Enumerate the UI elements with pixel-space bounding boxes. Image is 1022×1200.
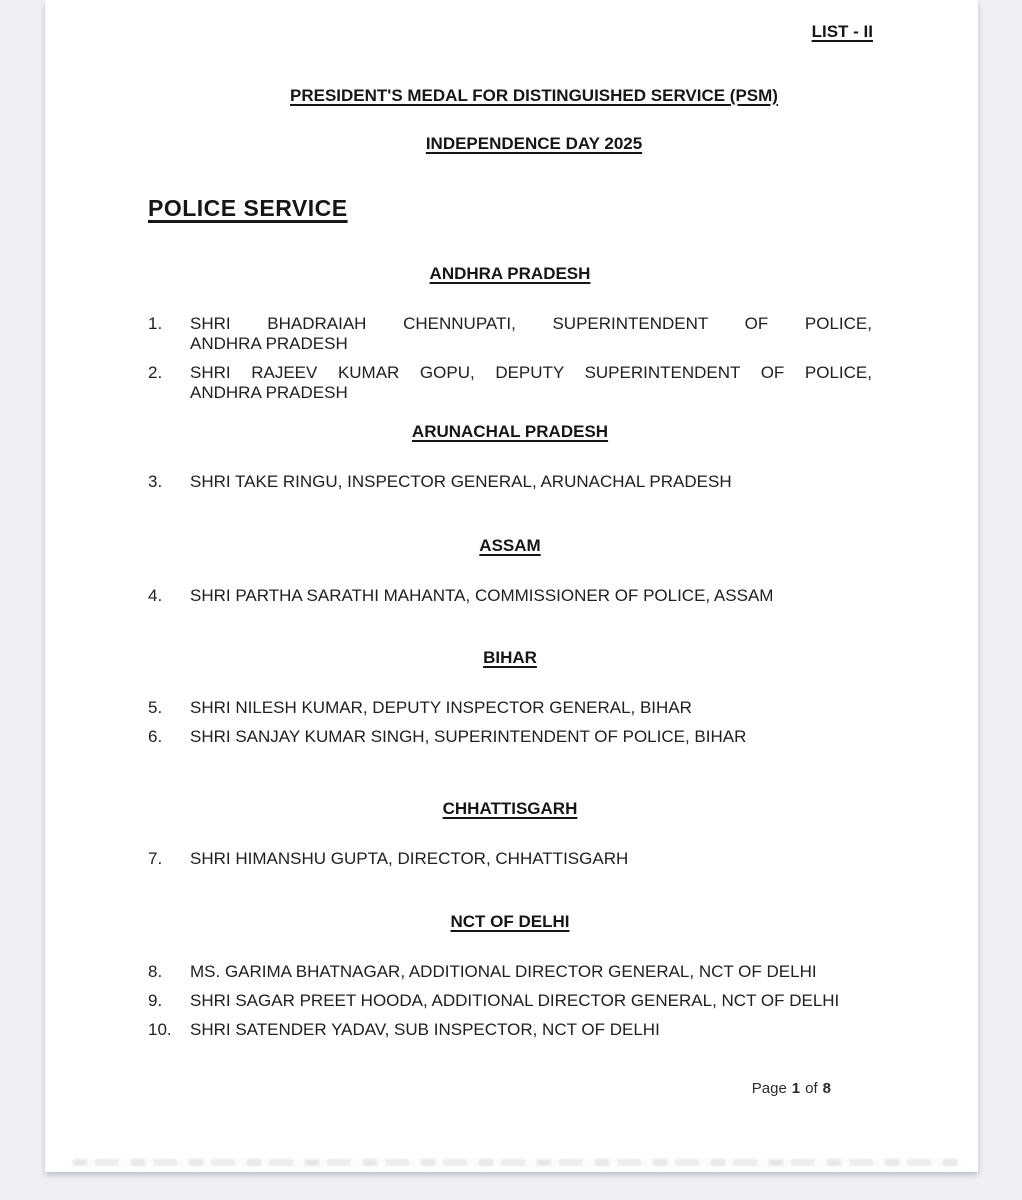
list-item: [148, 314, 872, 354]
list-item-text: [190, 314, 872, 354]
state-section-chhattisgarh: [148, 799, 872, 878]
list-item-text: [190, 698, 872, 718]
list-item-line: SHRI TAKE RINGU, INSPECTOR GENERAL, ARUNACHAL PRADESH: [190, 472, 732, 491]
list-item-line: SHRI RAJEEV KUMAR GOPU, DEPUTY SUPERINTENDENT OF POLICE,: [190, 363, 872, 382]
category-heading-police-service: POLICE SERVICE: [148, 195, 348, 221]
list-item-line: SHRI SANJAY KUMAR SINGH, SUPERINTENDENT OF POLICE, BIHAR: [190, 727, 747, 746]
list-item: [148, 991, 872, 1011]
of-label: of: [805, 1080, 818, 1097]
list-item-number: 5.: [148, 698, 163, 717]
list-item-text: [190, 849, 872, 869]
document-page: [45, 0, 978, 1172]
list-item-text: [190, 472, 872, 492]
list-item: [148, 363, 872, 403]
list-item-line: SHRI NILESH KUMAR, DEPUTY INSPECTOR GENERAL, BIHAR: [190, 698, 692, 717]
list-item-line: SHRI BHADRAIAH CHENNUPATI, SUPERINTENDENT OF POLICE,: [190, 314, 872, 333]
list-item-text: [190, 727, 872, 747]
page-number: 1: [791, 1080, 801, 1097]
list-item-text: [190, 586, 872, 606]
list-item-text: [190, 1020, 872, 1040]
list-item-text: [190, 363, 872, 403]
state-heading: CHHATTISGARH: [442, 799, 578, 818]
state-section-arunachal-pradesh: [148, 422, 872, 501]
list-item-line: ANDHRA PRADESH: [190, 334, 348, 353]
list-item-line: SHRI SATENDER YADAV, SUB INSPECTOR, NCT OF DELHI: [190, 1020, 660, 1039]
page-footer: [752, 1079, 831, 1098]
list-item: [148, 849, 872, 869]
list-item-number: 3.: [148, 472, 163, 491]
state-section-nct-of-delhi: [148, 912, 872, 1049]
list-item-number: 7.: [148, 849, 163, 868]
list-item: [148, 727, 872, 747]
document-title: PRESIDENT'S MEDAL FOR DISTINGUISHED SERVICE (PSM): [290, 86, 778, 105]
state-heading: ARUNACHAL PRADESH: [411, 422, 609, 441]
list-item-number: 8.: [148, 962, 163, 981]
state-section-assam: [148, 536, 872, 615]
state-section-andhra-pradesh: [148, 264, 872, 412]
total-pages: 8: [822, 1080, 831, 1097]
state-heading: ANDHRA PRADESH: [429, 264, 591, 283]
list-item-number: 4.: [148, 586, 163, 605]
state-heading: ASSAM: [479, 536, 541, 555]
list-item-number: 10.: [148, 1020, 172, 1039]
document-subtitle: INDEPENDENCE DAY 2025: [425, 134, 643, 153]
scan-artifact: [73, 1159, 964, 1166]
state-section-bihar: [148, 648, 872, 756]
page-label: Page: [751, 1080, 787, 1097]
list-item-number: 9.: [148, 991, 163, 1010]
list-item-line: SHRI HIMANSHU GUPTA, DIRECTOR, CHHATTISGARH: [190, 849, 629, 868]
list-item: [148, 962, 872, 982]
list-item-text: [190, 991, 872, 1011]
list-item-line: ANDHRA PRADESH: [190, 383, 348, 402]
list-item-line: SHRI PARTHA SARATHI MAHANTA, COMMISSIONER OF POLICE, ASSAM: [190, 586, 774, 605]
list-item-number: 6.: [148, 727, 163, 746]
list-item-line: MS. GARIMA BHATNAGAR, ADDITIONAL DIRECTOR GENERAL, NCT OF DELHI: [190, 962, 817, 981]
list-label: LIST - II: [811, 22, 873, 41]
list-item: [148, 472, 872, 492]
list-item: [148, 1020, 872, 1040]
list-item-number: 1.: [148, 314, 163, 333]
list-item: [148, 698, 872, 718]
state-heading: NCT OF DELHI: [450, 912, 570, 931]
list-item-line: SHRI SAGAR PREET HOODA, ADDITIONAL DIRECTOR GENERAL, NCT OF DELHI: [190, 991, 840, 1010]
list-item-text: [190, 962, 872, 982]
state-heading: BIHAR: [483, 648, 537, 667]
list-item: [148, 586, 872, 606]
list-item-number: 2.: [148, 363, 163, 382]
